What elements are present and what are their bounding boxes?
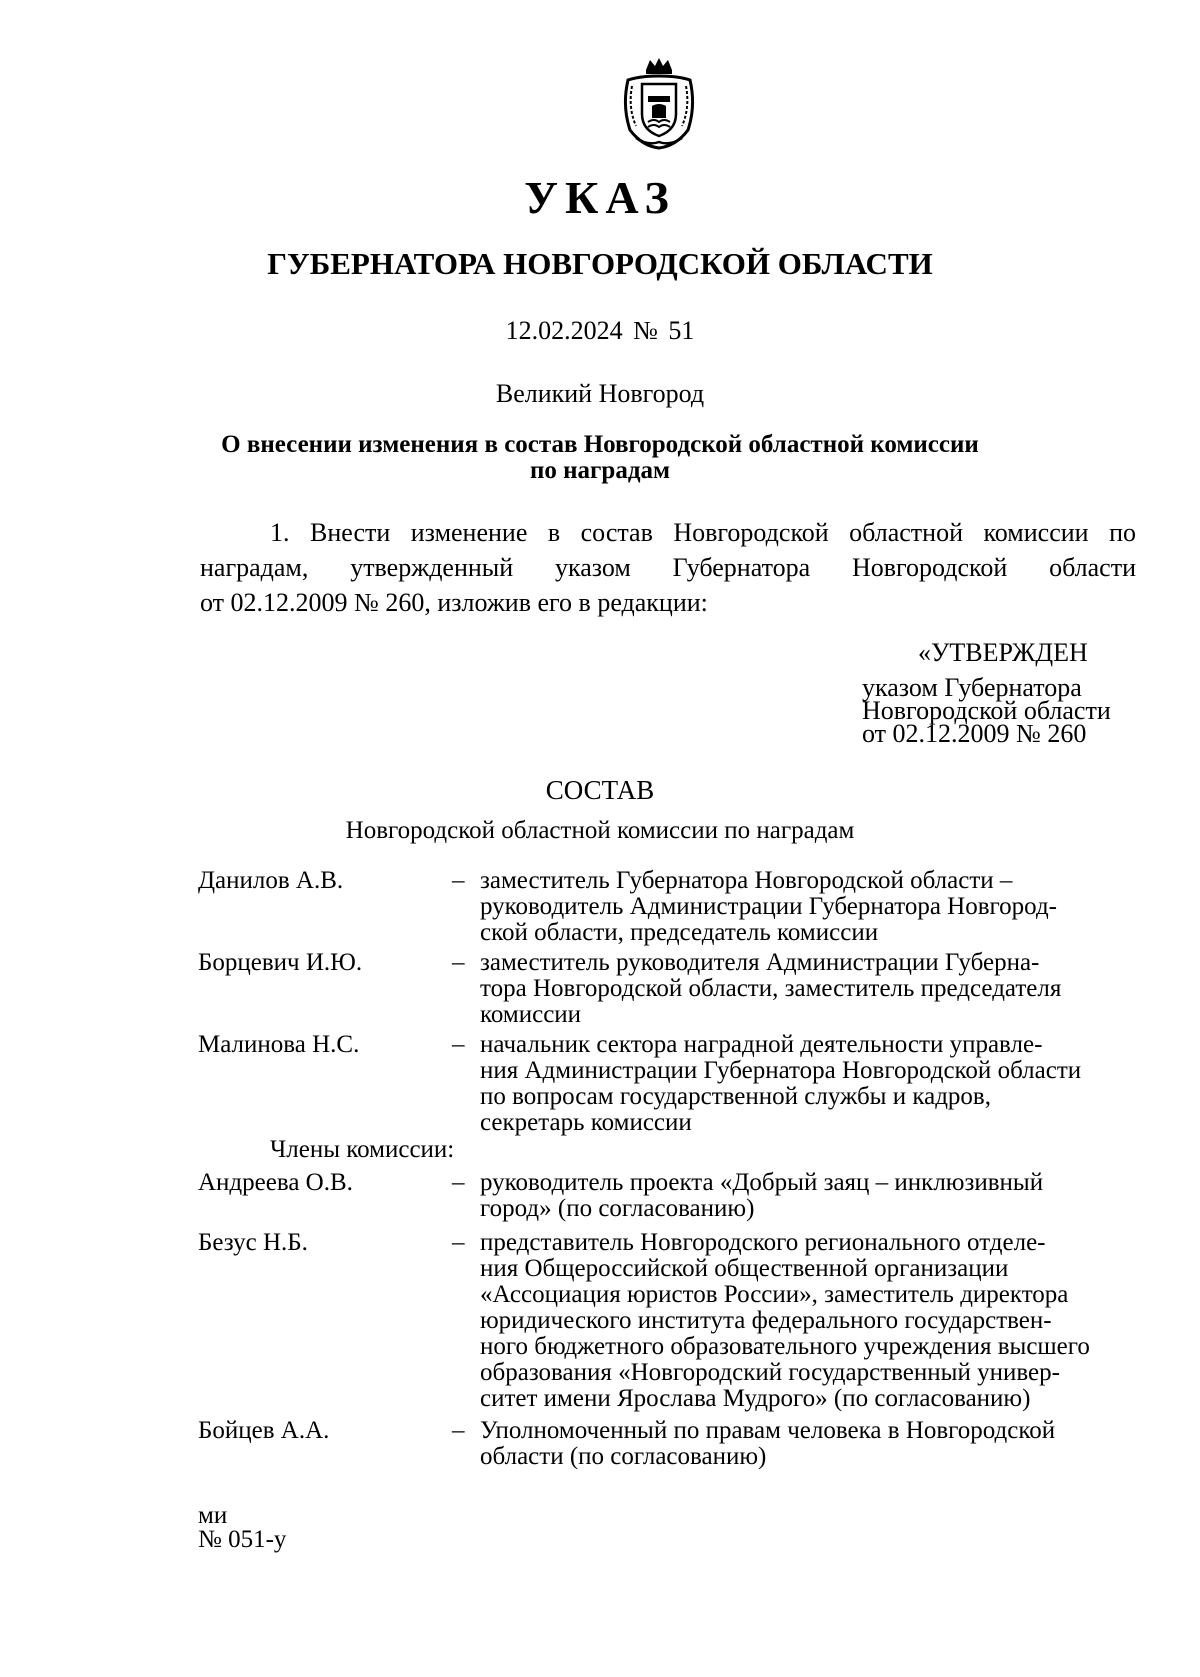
description-line: заместитель Губернатора Новгородской области – <box>480 867 1013 894</box>
footer-registration-number: № 051-у <box>198 1526 287 1553</box>
paragraph-line: наградам, утвержденный указом Губернатора Новгородской области <box>200 553 1136 582</box>
description-line: ния Общероссийской общественной организации <box>480 1255 1009 1282</box>
coat-of-arms-icon <box>618 56 700 150</box>
member-name: Данилов А.В. <box>198 867 344 894</box>
member-description <box>480 1032 1142 1136</box>
decree-paragraph <box>200 515 1136 620</box>
description-line: ской области, председатель комиссии <box>480 919 879 946</box>
member-name: Малинова Н.С. <box>198 1031 360 1058</box>
description-line: «Ассоциация юристов России», заместитель директора <box>480 1281 1069 1308</box>
document-footer <box>198 1504 286 1552</box>
description-line: ситет имени Ярослава Мудрого» (по согласованию) <box>480 1385 1031 1412</box>
paragraph-line: от 02.12.2009 № 260, изложив его в редакции: <box>200 588 708 617</box>
description-line: Уполномоченный по правам человека в Новгородской <box>480 1417 1056 1444</box>
footer-initials: ми <box>198 1502 228 1529</box>
description-line: комиссии <box>480 1001 582 1028</box>
members-label: Члены комиссии: <box>270 1136 455 1163</box>
member-description <box>480 868 1142 946</box>
member-dash: – <box>452 1229 465 1256</box>
description-line: ния Администрации Губернатора Новгородской области <box>480 1057 1082 1084</box>
member-dash: – <box>452 1169 465 1196</box>
approved-line: указом Губернатора <box>862 673 1082 702</box>
description-line: город» (по согласованию) <box>480 1195 755 1222</box>
heading-line: О внесении изменения в состав Новгородской областной комиссии <box>221 431 979 458</box>
heading-line: по наградам <box>530 457 670 484</box>
member-description <box>480 1230 1142 1412</box>
city: Великий Новгород <box>495 379 705 408</box>
description-line: тора Новгородской области, заместитель председателя <box>480 975 1062 1002</box>
description-line: руководитель проекта «Добрый заяц – инклюзивный <box>480 1169 1044 1196</box>
approved-label: «УТВЕРЖДЕН <box>918 638 1088 667</box>
member-name: Борцевич И.Ю. <box>198 949 363 976</box>
description-line: образования «Новгородский государственный универ- <box>480 1359 1060 1386</box>
approved-details <box>862 673 1111 748</box>
composition-subtitle: Новгородской областной комиссии по наградам <box>345 817 855 844</box>
composition-title: СОСТАВ <box>545 775 655 805</box>
member-dash: – <box>452 949 465 976</box>
document-subtitle: ГУБЕРНАТОРА НОВГОРОДСКОЙ ОБЛАСТИ <box>267 246 933 281</box>
member-name: Безус Н.Б. <box>198 1229 308 1256</box>
description-line: руководитель Администрации Губернатора Новгород- <box>480 893 1057 920</box>
document-title: УКАЗ <box>524 172 676 223</box>
member-dash: – <box>452 1031 465 1058</box>
date-number: 12.02.2024 № 51 <box>505 316 695 345</box>
member-dash: – <box>452 867 465 894</box>
description-line: представитель Новгородского регионального отделе- <box>480 1229 1046 1256</box>
approved-line: Новгородской области <box>862 696 1111 725</box>
decree-heading <box>150 432 1050 484</box>
description-line: по вопросам государственной службы и кадров, <box>480 1083 991 1110</box>
approved-line: от 02.12.2009 № 260 <box>862 719 1087 748</box>
description-line: заместитель руководителя Администрации Губерна- <box>480 949 1040 976</box>
description-line: области (по согласованию) <box>480 1443 767 1470</box>
member-description <box>480 1418 1142 1470</box>
description-line: секретарь комиссии <box>480 1109 692 1136</box>
member-name: Бойцев А.А. <box>198 1417 330 1444</box>
member-description <box>480 1170 1142 1222</box>
description-line: ного бюджетного образовательного учреждения высшего <box>480 1333 1090 1360</box>
member-description <box>480 950 1142 1028</box>
member-dash: – <box>452 1417 465 1444</box>
description-line: юридического института федерального государствен- <box>480 1307 1052 1334</box>
paragraph-line: 1. Внести изменение в состав Новгородской областной комиссии по <box>270 518 1136 547</box>
member-name: Андреева О.В. <box>198 1169 353 1196</box>
description-line: начальник сектора наградной деятельности управле- <box>480 1031 1043 1058</box>
